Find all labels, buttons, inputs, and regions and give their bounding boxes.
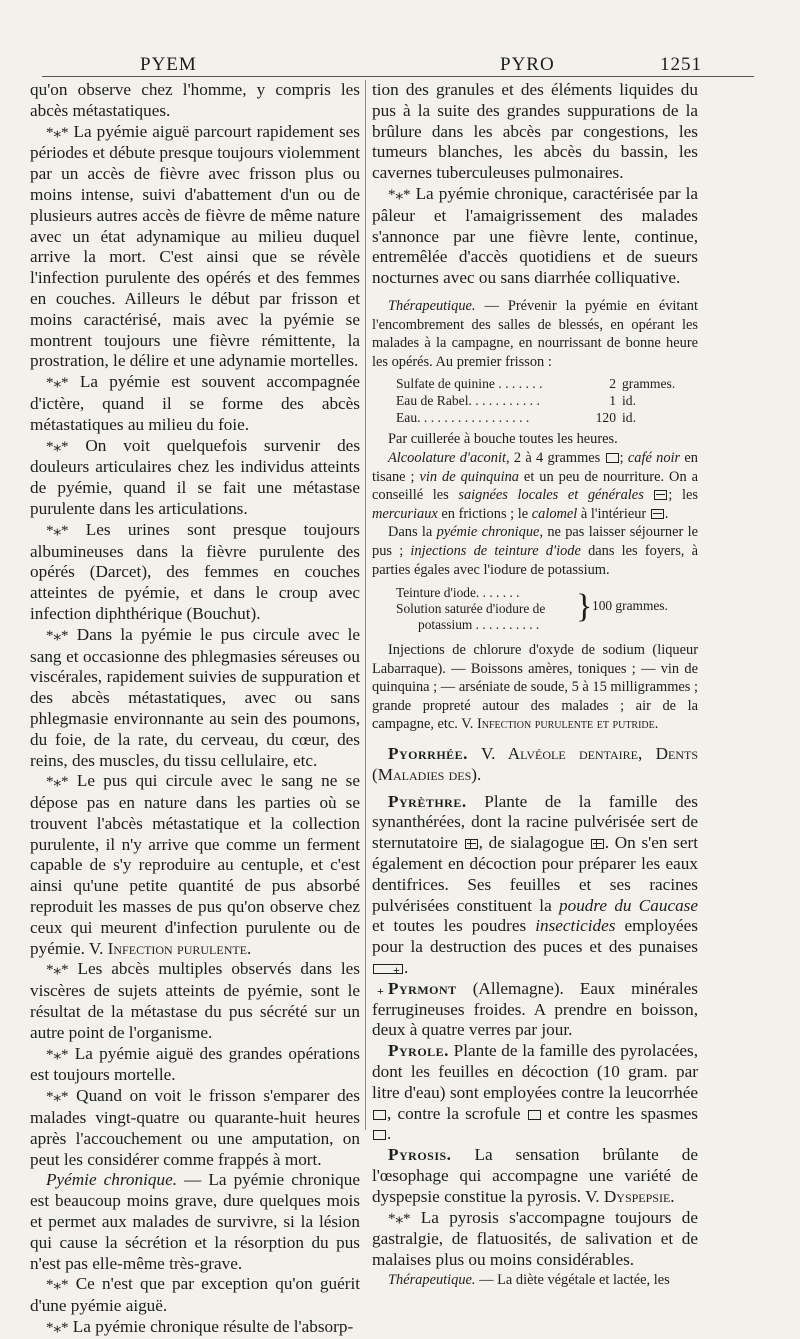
paragraph: *⁎* La pyémie aiguë parcourt rapidement ses périodes et débute presque toujours violemment par un accès de fièvre avec frisson plus ou moins intense, suivi d'abattement d'un ou de plusieurs autres accès de fièvre de même nature avec un état adynamique au milieu duquel arrive la mort. C'est ainsi que se révèle l'infection purulente des opérés et des femmes en couches. Ailleurs le début par frisson et moins caractérisé, mais avec la pyémie se montrent toujours une fièvre rémittente, la prostration, le délire et une adynamie mortelles. bbox=[30, 121, 361, 371]
cross-reference: Infection purulente et putride. bbox=[476, 716, 659, 733]
recipe-row: Eau de Rabel. . . . . . . . . . . 1 id. bbox=[396, 393, 636, 409]
paragraph: Dans la pyémie chronique, ne pas laisser séjourner le pus ; injections de teinture d'iode dans les foyers, à parties égales avec l'iodure de potassium. bbox=[372, 524, 699, 578]
double-plus-box-icon bbox=[373, 964, 403, 974]
paragraph: *⁎* Les urines sont presque toujours albumineuses dans la fièvre purulente des opérés (Darcet), des femmes en couches atteintes de pyémie, et dans le croup avec infection diphthérique (Bouchut). bbox=[30, 519, 360, 623]
square-symbol-icon bbox=[528, 1110, 541, 1120]
paragraph: Pyémie chronique. — La pyémie chronique est beaucoup moins grave, dure quelques mois et permet aux malades de survivre, si la lésion qui cause la sécrétion et la résorption du pus n'est pas elle-même très-grave. bbox=[30, 1170, 360, 1273]
entry-pyrethre: Pyrèthre. Plante de la famille des synanthérées, dont la racine pulvérisée sert de sternutatoire , de sialagogue . On s'en sert également en décoction pour préparer les eaux dentifrices. Ses feuilles et ses racines pulvérisées constituent la poudre du Caucase et toutes les poudres insecticides employées pour la destruction des puces et des punaises + +. bbox=[372, 792, 698, 979]
cross-reference: Infection purulente. bbox=[107, 938, 252, 958]
recipe-row: Sulfate de quinine . . . . . . . 2 grammes. bbox=[396, 376, 676, 392]
recipe-table bbox=[396, 375, 698, 426]
recipe-row: Eau. . . . . . . . . . . . . . . . . 120 id. bbox=[396, 410, 636, 426]
paragraph: *⁎* On voit quelquefois survenir des douleurs articulaires chez les individus atteints de pyémie, quand il se fait une métastase purulente dans les articulations. bbox=[30, 435, 361, 518]
paragraph: *⁎* Ce n'est que par exception qu'on guérit d'une pyémie aiguë. bbox=[30, 1274, 361, 1316]
square-symbol-icon bbox=[373, 1130, 386, 1140]
page-number: 1251 bbox=[660, 54, 702, 75]
entry-pyrole: Pyrole. Plante de la famille des pyrolacées, dont les feuilles en décoction (10 gram. par litre d'eau) sont employées contre la leucorrhée, contre la scrofule et contre les spasmes . bbox=[372, 1041, 698, 1144]
brace: } bbox=[576, 588, 593, 626]
entry-pyorrhee: Pyorrhée. V. Alvéole dentaire, Dents (Maladies des). bbox=[372, 744, 698, 784]
minus-box-icon bbox=[654, 490, 667, 500]
paragraph: *⁎* La pyrosis s'accompagne toujours de gastralgie, de flatuosités, de salivation et de malaises plus ou moins considérables. bbox=[372, 1207, 698, 1270]
paragraph: *⁎* Quand on voit le frisson s'emparer des malades vingt-quatre ou quarante-huit heures après l'accouchement ou une amputation, on peut les considérer comme frappés à mort. bbox=[30, 1086, 360, 1169]
paragraph: *⁎* La pyémie est souvent accompagnée d'ictère, quand il se forme des abcès métastatiques au milieu du foie. bbox=[30, 372, 360, 434]
square-symbol-icon bbox=[373, 1110, 386, 1120]
minus-box-icon bbox=[651, 509, 664, 519]
paragraph: *⁎* Dans la pyémie le pus circule avec le sang et occasionne des phlegmasies séreuses ou viscérales, rapidement suivies de suppuration et des abcès métastatiques, avec ou sans phlegmasie environnante au sein des poumons, du foie, de la rate, du cerveau, du cœur, des reins, des muscles, du tissu cellulaire, etc. bbox=[30, 624, 361, 770]
paragraph: Alcoolature d'aconit, 2 à 4 grammes ; café noir en tisane ; vin de quinquina et un peu de nourriture. On a conseillé les saignées locales et générales ; les mercuriaux en frictions ; le calomel à l'intérieur . bbox=[372, 449, 699, 522]
cross-reference: Dyspepsie. bbox=[603, 1186, 675, 1206]
paragraph: *⁎* Le pus qui circule avec le sang ne se dépose pas en nature dans les parties où se trouvent l'abcès métastatique et la collection purulente, il n'y arrive que comme un ferment capable de s'y reproduire au centuple, et c'est ainsi qu'une petite quantité de pus absorbé reproduit les masses de pus qu'on observe chez ceux qui meurent d'infection purulente ou de pyémie. V. Infection purulente. bbox=[30, 771, 361, 958]
paragraph: *⁎* La pyémie chronique résulte de l'absorp- bbox=[46, 1317, 354, 1337]
running-head-left: PYEM bbox=[140, 54, 197, 75]
entries bbox=[372, 744, 698, 1290]
paragraph: Thérapeutique. — La diète végétale et lactée, les bbox=[388, 1271, 670, 1288]
running-head-right: PYRO bbox=[500, 54, 555, 75]
entry-pyrosis: Pyrosis. La sensation brûlante de l'œsophage qui accompagne une variété de dyspepsie constitue la pyrosis. V. Dyspepsie. bbox=[372, 1145, 698, 1206]
column-divider bbox=[365, 80, 366, 1130]
paragraph: *⁎* Les abcès multiples observés dans les viscères de sujets atteints de pyémie, sont le résultat de la métastase du pus sécrété sur un autre point de l'organisme. bbox=[30, 959, 360, 1042]
plus-box-icon bbox=[465, 839, 478, 849]
paragraph: *⁎* La pyémie chronique, caractérisée par la pâleur et l'amaigrissement des malades s'annonce par une fièvre lente, continue, entremêlée d'accès quotidiens et de sueurs nocturnes avec ou sans diarrhée colliquative. bbox=[372, 183, 698, 288]
paragraph: Par cuillerée à bouche toutes les heures. bbox=[388, 431, 618, 448]
plus-box-icon bbox=[591, 839, 604, 849]
header-rule bbox=[42, 76, 754, 77]
paragraph: Injections de chlorure d'oxyde de sodium (liqueur Labarraque). — Boissons amères, toniques ; — vin de quinquina ; — arséniate de soude, 5 à 15 milligrammes ; grande propreté autour des malades ; air de la campagne, etc. V. Infection purulente et putride. bbox=[372, 642, 698, 733]
paragraph: Thérapeutique. — Prévenir la pyémie en évitant l'encombrement des salles de blessés, en opérant les malades à la campagne, en nourrissant de bonne heure les opérés. Au premier frisson : bbox=[372, 297, 698, 370]
entry-pyrmont: Pyrmont (Allemagne). Eaux minérales ferrugineuses froides. A prendre en boisson, deux à quatre verres par jour. bbox=[372, 978, 698, 1040]
square-symbol-icon bbox=[606, 453, 619, 463]
left-column bbox=[30, 80, 360, 1339]
right-column bbox=[372, 80, 698, 1290]
paragraph: qu'on observe chez l'homme, y compris les abcès métastatiques. bbox=[30, 80, 360, 120]
paragraph: tion des granules et des éléments liquides du pus à la suite des grandes suppurations de la brûlure dans les abcès par congestions, les tumeurs blanches, les abcès du bassin, les cavernes tuberculeuses pulmonaires. bbox=[372, 80, 698, 183]
therapeutics-section bbox=[372, 297, 698, 734]
recipe-table: Teinture d'iode. . . . . . . Solution saturée d'iodure de potassium . . . . . . . . . . } 100 grammes. bbox=[396, 585, 668, 633]
paragraph: *⁎* La pyémie aiguë des grandes opérations est toujours mortelle. bbox=[30, 1043, 360, 1085]
